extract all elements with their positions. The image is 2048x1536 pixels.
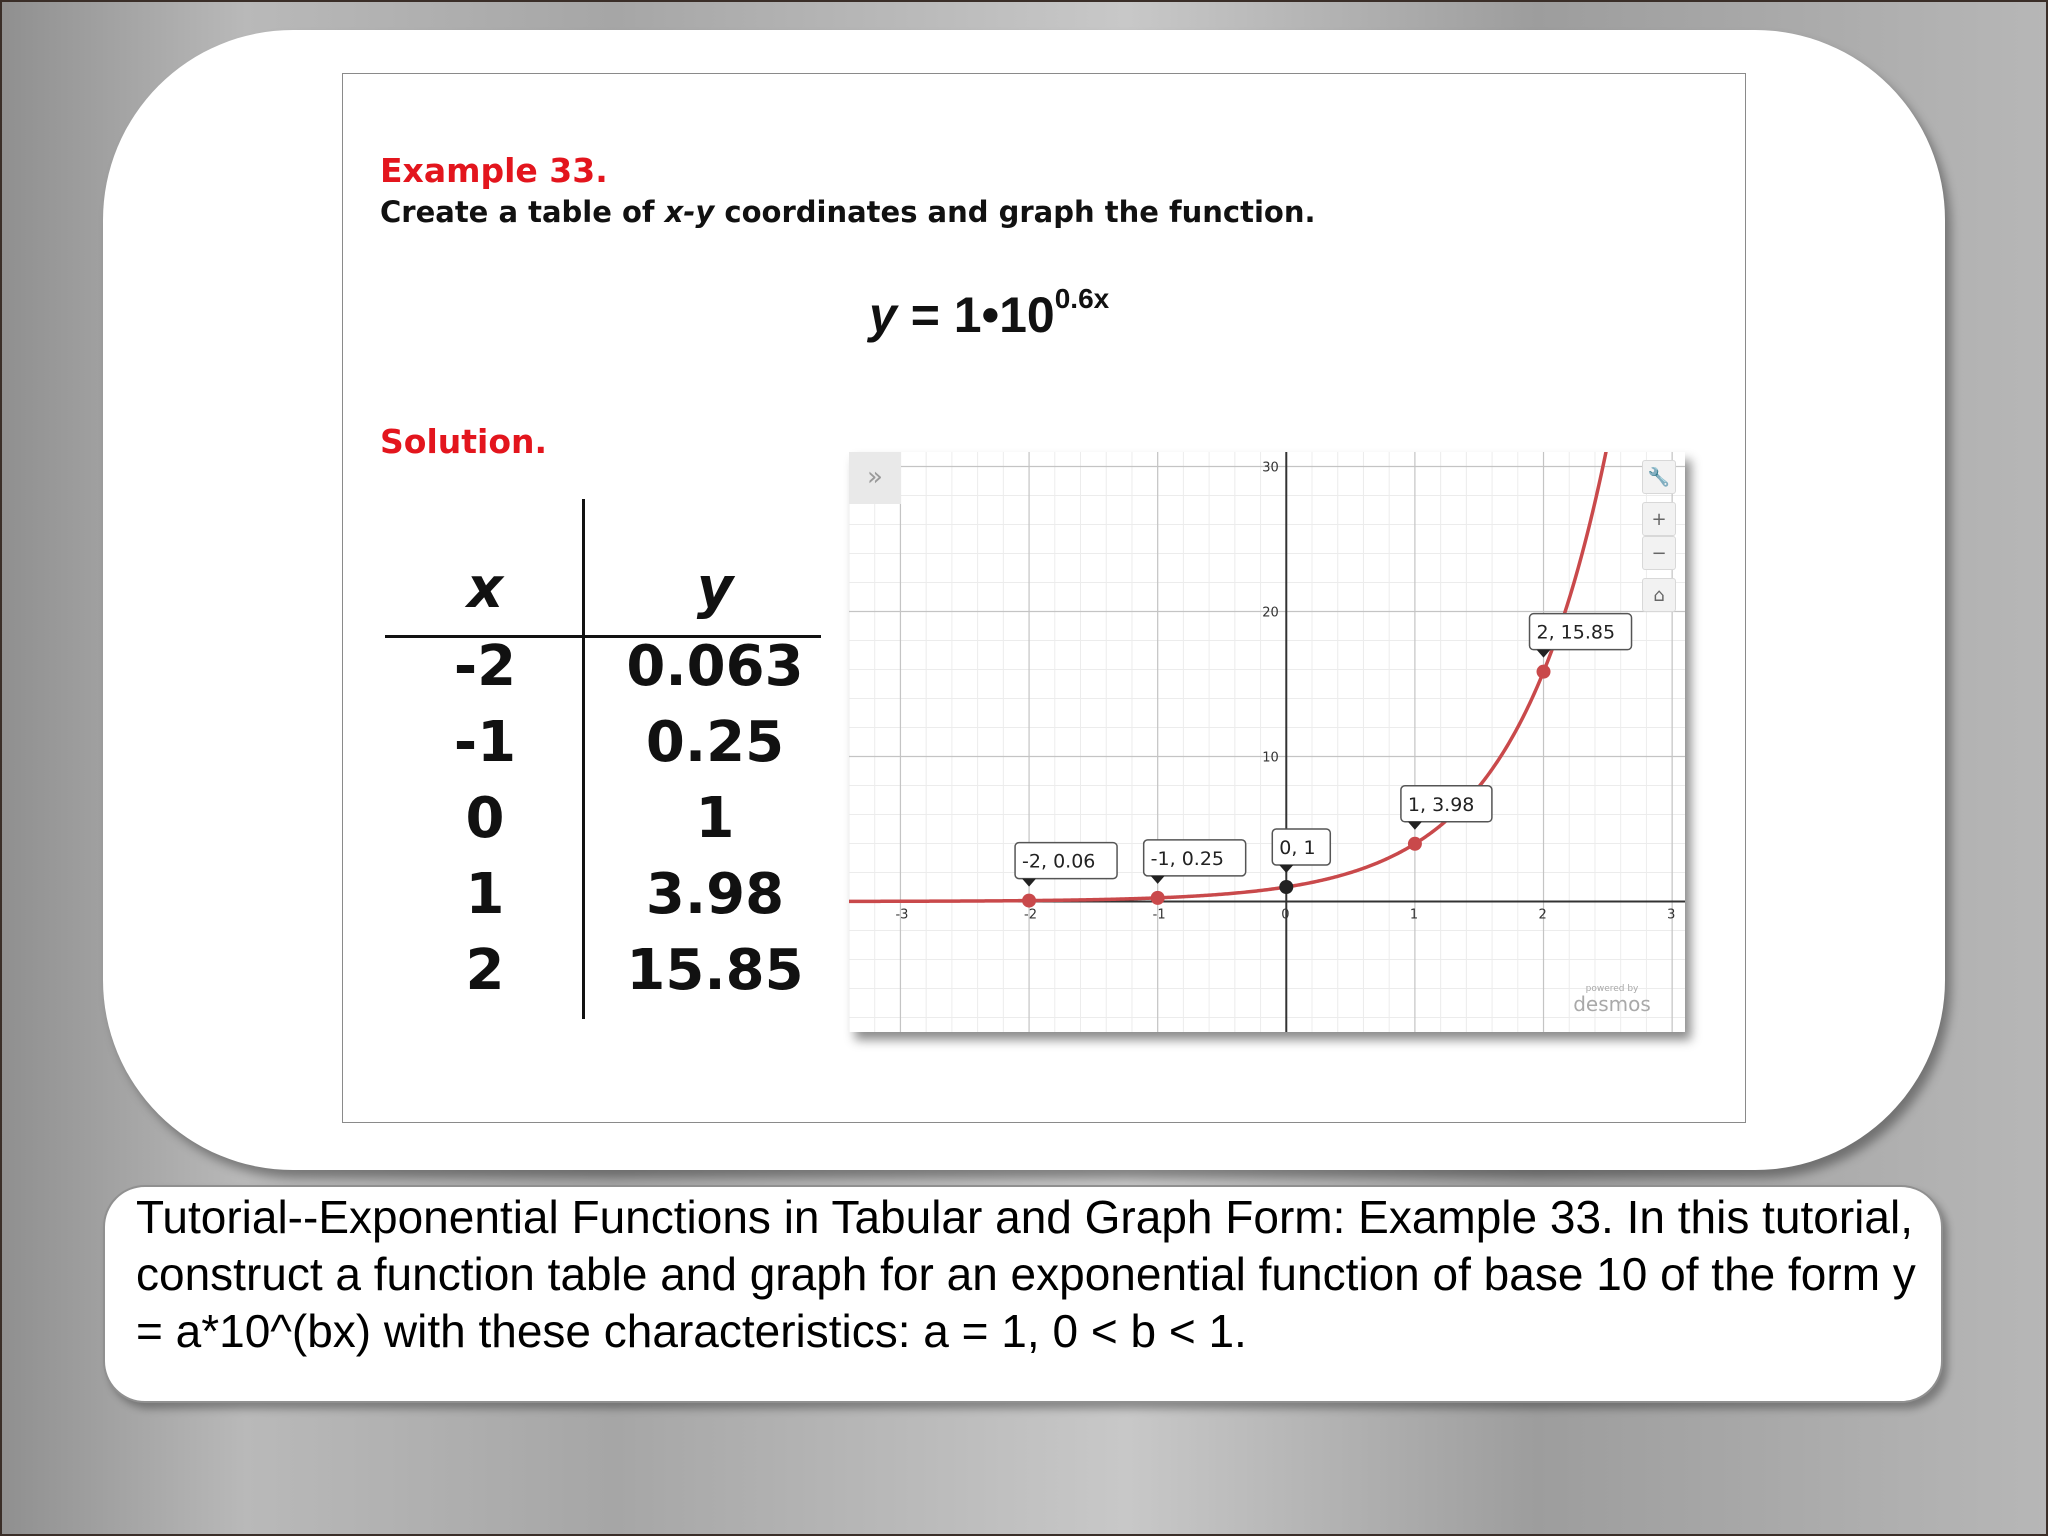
table-cell-y: 1	[695, 786, 735, 851]
table-cell-x: 2	[465, 938, 505, 1003]
slide-content	[342, 73, 1746, 1123]
zoom-out-button[interactable]: −	[1642, 536, 1676, 570]
x-tick-label: 2	[1538, 907, 1547, 923]
point-label: 2, 15.85	[1536, 621, 1616, 644]
instruction-post: coordinates and graph the function.	[714, 195, 1316, 229]
x-tick-label: -1	[1152, 907, 1166, 923]
data-point	[1408, 837, 1422, 851]
graph-canvas[interactable]	[849, 452, 1685, 1032]
table-cell-x: -1	[453, 710, 517, 775]
point-label: 1, 3.98	[1407, 793, 1475, 816]
table-vertical-rule	[582, 499, 585, 1019]
zoom-in-button[interactable]: +	[1642, 502, 1676, 536]
point-label: -1, 0.25	[1150, 847, 1225, 870]
equation-y: y	[869, 287, 897, 343]
expand-panel-button[interactable]: »	[849, 452, 901, 504]
equation-exponent: 0.6x	[1054, 283, 1110, 315]
point-label-pointer	[1151, 876, 1165, 884]
data-point	[1151, 891, 1165, 905]
data-point	[1537, 665, 1551, 679]
point-label-pointer	[1279, 865, 1293, 873]
example-title: Example 33.	[380, 151, 608, 190]
function-equation	[869, 283, 1110, 344]
solution-title: Solution.	[380, 422, 548, 461]
table-cell-x: -2	[453, 634, 517, 699]
y-tick-label: 10	[1262, 750, 1279, 766]
xy-table	[385, 499, 821, 1019]
table-cell-y: 15.85	[626, 938, 804, 1003]
point-label: 0, 1	[1279, 837, 1316, 859]
desmos-brand: desmos	[1573, 992, 1651, 1016]
x-tick-label: -2	[1024, 907, 1038, 923]
desmos-logo	[1567, 984, 1657, 1014]
x-tick-label: -3	[895, 907, 909, 923]
powered-by-label: powered by	[1585, 984, 1639, 994]
table-cell-x: 1	[465, 862, 505, 927]
data-point	[1022, 894, 1036, 908]
table-cell-x: 0	[465, 786, 505, 851]
table-header-x: x	[466, 556, 504, 621]
desmos-graph[interactable]	[849, 452, 1685, 1032]
x-tick-label: 0	[1281, 907, 1290, 923]
instruction-text	[380, 195, 1316, 229]
x-tick-label: 3	[1667, 907, 1676, 923]
caption-text: Tutorial--Exponential Functions in Tabular and Graph Form: Example 33. In this tutorial, construct a function table and graph for an exponential function of base 10 of the form y = a*10^(bx) with these characteristics: a = 1, 0 < b < 1.	[136, 1191, 1916, 1357]
point-label-pointer	[1022, 879, 1036, 887]
point-label-pointer	[1408, 822, 1422, 830]
data-point	[1279, 880, 1293, 894]
table-cell-y: 3.98	[645, 862, 785, 927]
home-icon[interactable]: ⌂	[1642, 578, 1676, 612]
y-tick-label: 30	[1262, 460, 1279, 476]
table-header-y: y	[696, 556, 734, 621]
instruction-pre: Create a table of	[380, 195, 665, 229]
table-cell-y: 0.063	[626, 634, 804, 699]
wrench-icon[interactable]: 🔧	[1642, 460, 1676, 494]
table-cell-y: 0.25	[645, 710, 785, 775]
y-tick-label: 20	[1262, 605, 1279, 621]
instruction-xy: x-y	[664, 195, 715, 229]
caption-box	[103, 1185, 1943, 1403]
function-curve	[849, 452, 1612, 901]
equation-body: = 1•10	[896, 287, 1055, 343]
x-tick-label: 1	[1409, 907, 1419, 923]
point-label: -2, 0.06	[1022, 850, 1096, 873]
